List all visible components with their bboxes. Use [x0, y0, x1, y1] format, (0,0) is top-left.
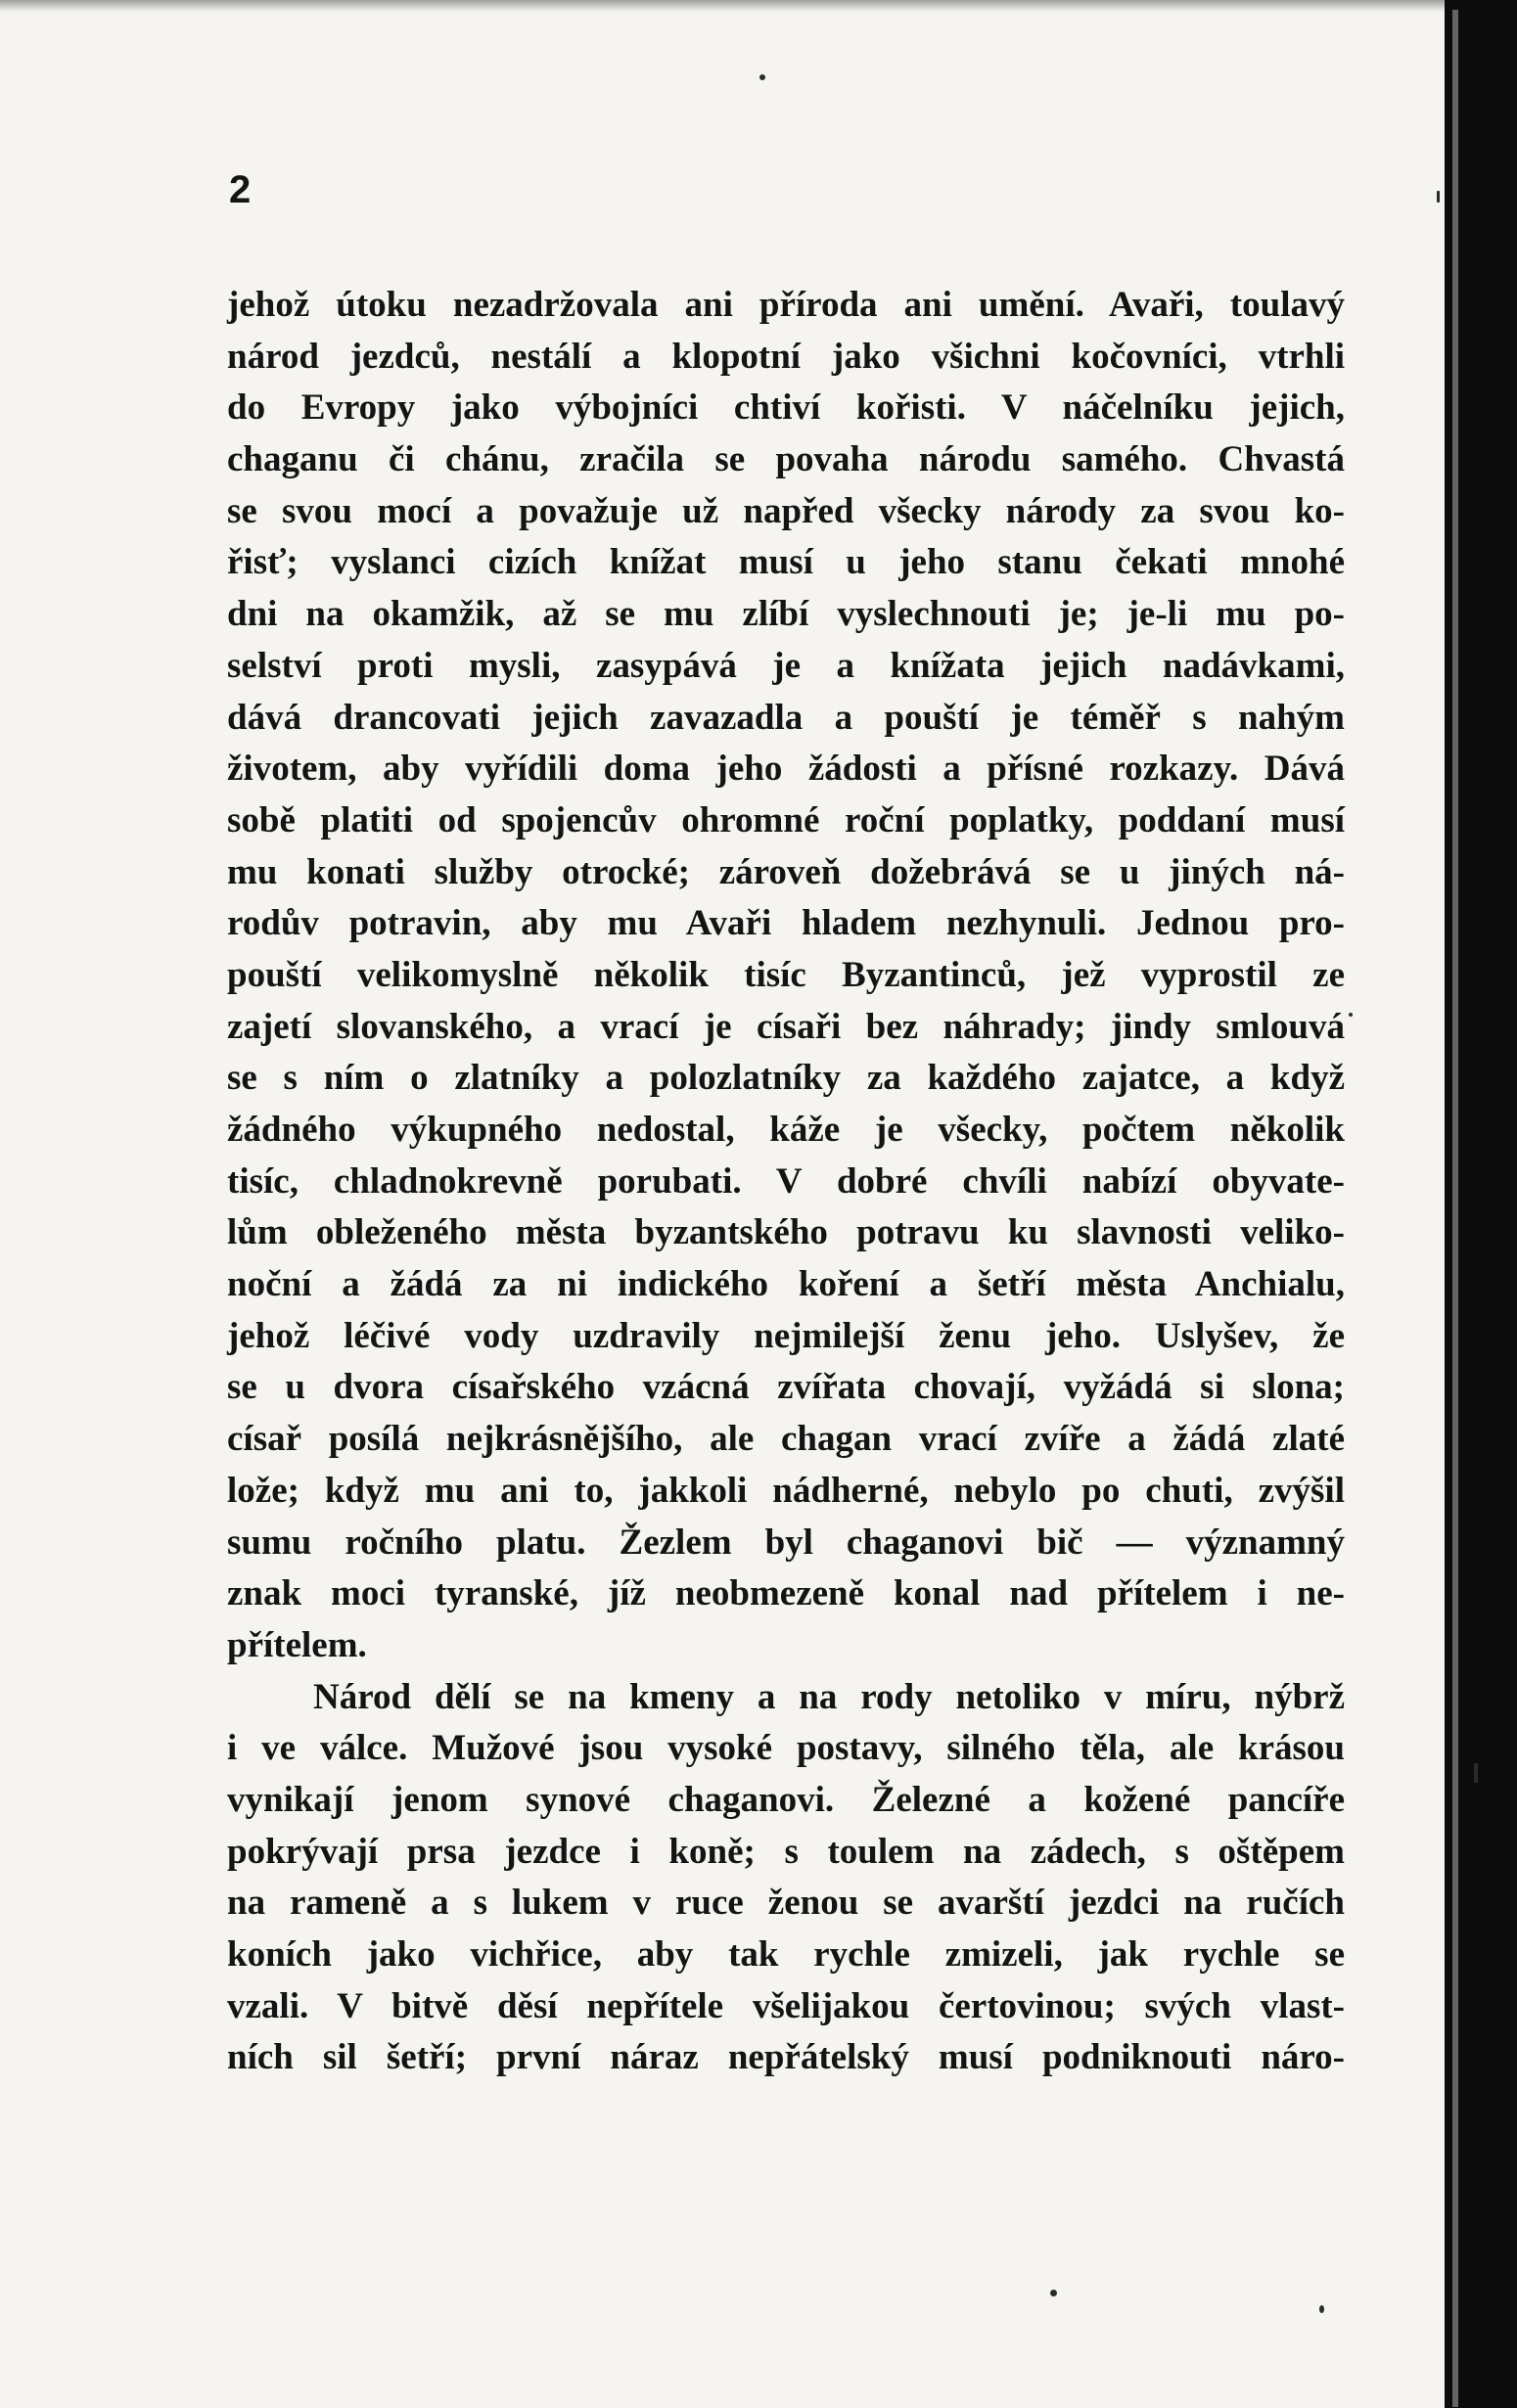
text-line: znak moci tyranské, jíž neobmezeně konal nad přítelem i ne-: [227, 1573, 1345, 1614]
scan-speck: [1349, 1013, 1353, 1017]
text-line: životem, aby vyřídili doma jeho žádosti a přísné rozkazy. Dává: [227, 749, 1345, 790]
text-line: dává drancovati jejich zavazadla a pouští je téměř s nahým: [227, 697, 1345, 738]
text-line: tisíc, chladnokrevně porubati. V dobré chvíli nabízí obyvate-: [227, 1160, 1345, 1202]
text-line: mu konati služby otrocké; zároveň dožebrává se u jiných ná-: [227, 851, 1345, 892]
paragraph-end-line: přítelem.: [227, 1624, 367, 1665]
text-line: do Evropy jako výbojníci chtiví kořisti. V náčelníku jejich,: [227, 387, 1345, 429]
text-line: lože; když mu ani to, jakkoli nádherné, nebylo po chuti, zvýšil: [227, 1470, 1345, 1511]
text-line: sumu ročního platu. Žezlem byl chaganovi bič — významný: [227, 1522, 1345, 1563]
text-line: se u dvora císařského vzácná zvířata chovají, vyžádá si slona;: [227, 1367, 1345, 1408]
paragraph-start-line: Národ dělí se na kmeny a na rody netoliko v míru, nýbrž: [313, 1676, 1345, 1717]
text-line: národ jezdců, nestálí a klopotní jako všichni kočovníci, vtrhli: [227, 336, 1345, 377]
text-line: i ve válce. Mužové jsou vysoké postavy, silného těla, ale krásou: [227, 1728, 1345, 1769]
text-line: ních sil šetří; první náraz nepřátelský musí podniknouti náro-: [227, 2037, 1345, 2078]
text-line: koních jako vichřice, aby tak rychle zmizeli, jak rychle se: [227, 1934, 1345, 1975]
scan-speck: [1474, 1763, 1478, 1783]
text-line: pouští velikomyslně několik tisíc Byzantinců, jež vyprostil ze: [227, 954, 1345, 995]
text-line: se s ním o zlatníky a polozlatníky za každého zajatce, a když: [227, 1058, 1345, 1099]
text-line: sobě platiti od spojencův ohromné roční poplatky, poddaní musí: [227, 799, 1345, 841]
text-line: rodův potravin, aby mu Avaři hladem nezhynuli. Jednou pro-: [227, 903, 1345, 944]
text-line: vynikají jenom synové chaganovi. Železné a kožené pancíře: [227, 1779, 1345, 1820]
scan-speck: [1050, 2290, 1057, 2296]
scan-speck: [1437, 191, 1440, 203]
body-text: [227, 280, 1345, 2084]
text-line: žádného výkupného nedostal, káže je všecky, počtem několik: [227, 1110, 1345, 1150]
text-line: císař posílá nejkrásnějšího, ale chagan vrací zvíře a žádá zlaté: [227, 1419, 1345, 1460]
text-line: selství proti mysli, zasypává je a knížata jejich nadávkami,: [227, 645, 1345, 686]
text-line: jehož útoku nezadržovala ani příroda ani umění. Avaři, toulavý: [227, 285, 1345, 325]
text-line: se svou mocí a považuje už napřed všecky národy za svou ko-: [227, 490, 1345, 531]
text-line: řisť; vyslanci cizích knížat musí u jeho stanu čekati mnohé: [227, 542, 1345, 583]
page-number: 2: [229, 168, 252, 211]
text-line: zajetí slovanského, a vrací je císaři bez náhrady; jindy smlouvá: [227, 1006, 1345, 1047]
text-line: jehož léčivé vody uzdravily nejmilejší ženu jeho. Uslyšev, že: [227, 1315, 1345, 1356]
scan-speck: [1319, 2305, 1324, 2313]
text-line: noční a žádá za ni indického koření a šetří města Anchialu,: [227, 1264, 1345, 1305]
text-line: chaganu či chánu, zračila se povaha národu samého. Chvastá: [227, 439, 1345, 480]
scan-top-shadow: [0, 0, 1517, 12]
scan-edge-line: [1452, 10, 1458, 2407]
scan-speck: [759, 74, 765, 80]
text-line: dni na okamžik, až se mu zlíbí vyslechnouti je; je-li mu po-: [227, 594, 1345, 635]
text-line: vzali. V bitvě děsí nepřítele všelijakou čertovinou; svých vlast-: [227, 1985, 1345, 2026]
text-line: na rameně a s lukem v ruce ženou se avarští jezdci na ručích: [227, 1883, 1345, 1924]
text-line: pokrývají prsa jezdce i koně; s toulem na zádech, s oštěpem: [227, 1831, 1345, 1872]
text-line: lům obleženého města byzantského potravu ku slavnosti veliko-: [227, 1212, 1345, 1253]
